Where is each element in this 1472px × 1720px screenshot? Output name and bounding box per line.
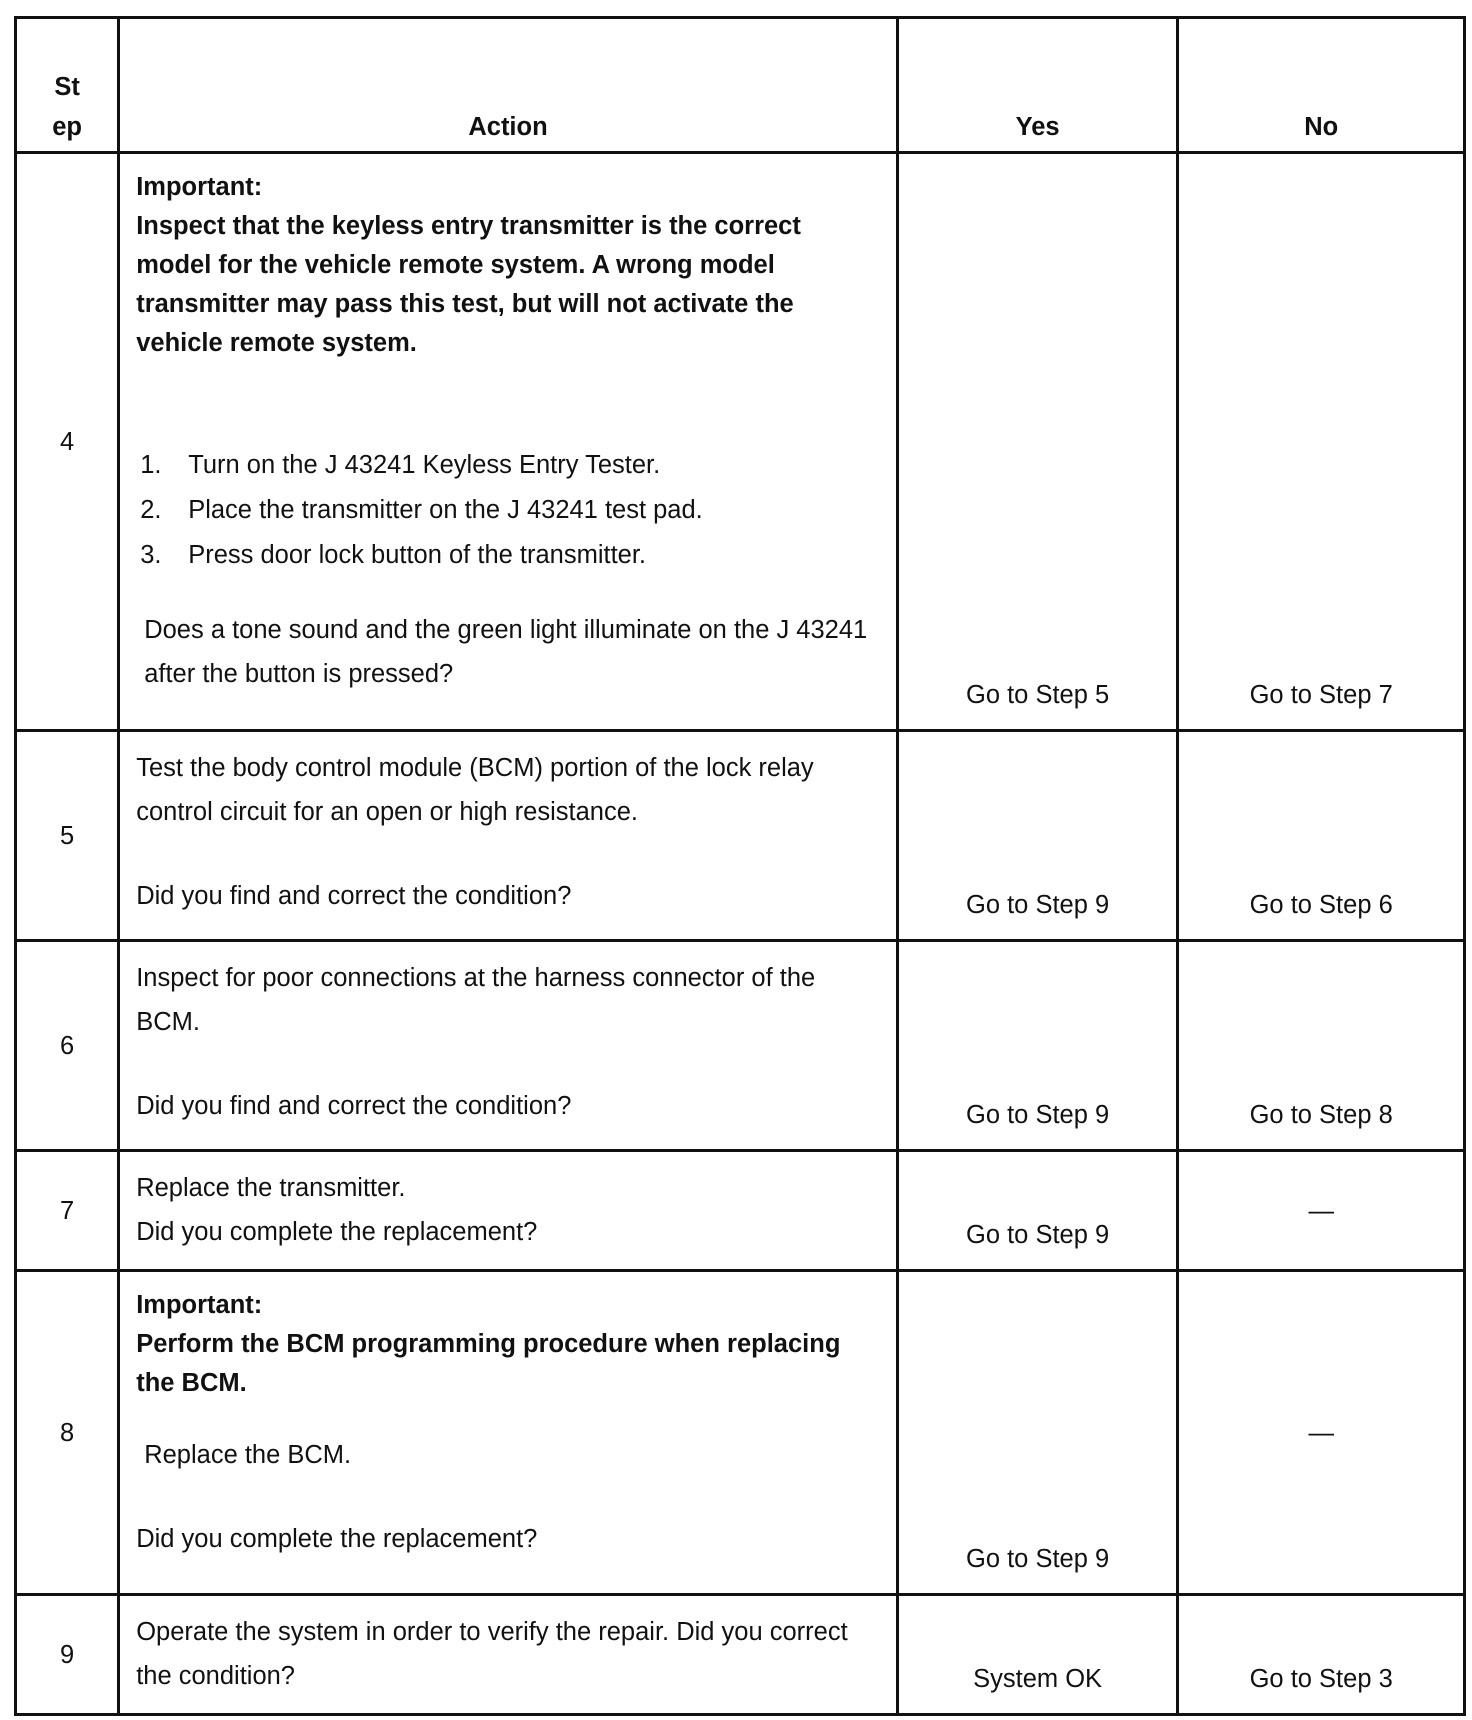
yes-outcome: Go to Step 5	[897, 153, 1178, 731]
action-text: Replace the BCM.	[144, 1441, 352, 1469]
question-text: Does a tone sound and the green light illuminate on the J 43241 after the button is pressed?	[144, 616, 868, 688]
important-text: Perform the BCM programming procedure when replacing the BCM.	[136, 1330, 841, 1397]
no-outcome: —	[1178, 1151, 1465, 1271]
no-outcome: —	[1178, 1271, 1465, 1595]
yes-outcome: Go to Step 9	[897, 731, 1178, 941]
no-header: No	[1178, 18, 1465, 153]
list-item: 2. Place the transmitter on the J 43241 test pad.	[140, 496, 703, 524]
action-text: Replace the transmitter.	[136, 1174, 406, 1202]
important-label: Important:	[136, 173, 263, 201]
no-outcome: Go to Step 7	[1178, 153, 1465, 731]
question-text: Did you find and correct the condition?	[136, 1092, 572, 1120]
step-header	[16, 18, 119, 153]
table-row	[16, 941, 1465, 1151]
yes-outcome: Go to Step 9	[897, 1271, 1178, 1595]
step-number: 9	[16, 1595, 119, 1715]
action-text: Operate the system in order to verify the repair. Did you correct the condition?	[136, 1618, 848, 1690]
question-text: Did you find and correct the condition?	[136, 882, 572, 910]
procedure-list	[136, 443, 882, 578]
yes-outcome: Go to Step 9	[897, 941, 1178, 1151]
important-text: Inspect that the keyless entry transmitter is the correct model for the vehicle remote system. A wrong model transmitter may pass this test, but will not activate the vehicle remote system.	[136, 212, 801, 357]
no-outcome: Go to Step 8	[1178, 941, 1465, 1151]
action-cell	[119, 1595, 898, 1715]
table-row	[16, 1151, 1465, 1271]
step-number: 5	[16, 731, 119, 941]
action-text: Test the body control module (BCM) portion of the lock relay control circuit for an open or high resistance.	[136, 754, 814, 826]
important-label: Important:	[136, 1291, 263, 1319]
table-row	[16, 153, 1465, 731]
no-outcome: Go to Step 3	[1178, 1595, 1465, 1715]
diagnostic-table	[14, 16, 1466, 1716]
action-cell	[119, 153, 898, 731]
yes-outcome: System OK	[897, 1595, 1178, 1715]
table-row	[16, 1595, 1465, 1715]
step-number: 8	[16, 1271, 119, 1595]
action-cell	[119, 1151, 898, 1271]
no-outcome: Go to Step 6	[1178, 731, 1465, 941]
yes-outcome: Go to Step 9	[897, 1151, 1178, 1271]
step-header-line1: St	[54, 73, 80, 101]
question-text: Did you complete the replacement?	[136, 1218, 538, 1246]
action-cell	[119, 1271, 898, 1595]
table-row	[16, 1271, 1465, 1595]
list-item: 3. Press door lock button of the transmitter.	[140, 541, 647, 569]
header-row	[16, 18, 1465, 153]
action-header: Action	[119, 18, 898, 153]
action-cell	[119, 941, 898, 1151]
yes-header: Yes	[897, 18, 1178, 153]
step-header-line2: ep	[52, 113, 82, 141]
step-number: 4	[16, 153, 119, 731]
step-number: 7	[16, 1151, 119, 1271]
list-item: 1. Turn on the J 43241 Keyless Entry Tester.	[140, 451, 661, 479]
action-cell	[119, 731, 898, 941]
table-row	[16, 731, 1465, 941]
question-text: Did you complete the replacement?	[136, 1525, 538, 1553]
step-number: 6	[16, 941, 119, 1151]
action-text: Inspect for poor connections at the harness connector of the BCM.	[136, 964, 816, 1036]
